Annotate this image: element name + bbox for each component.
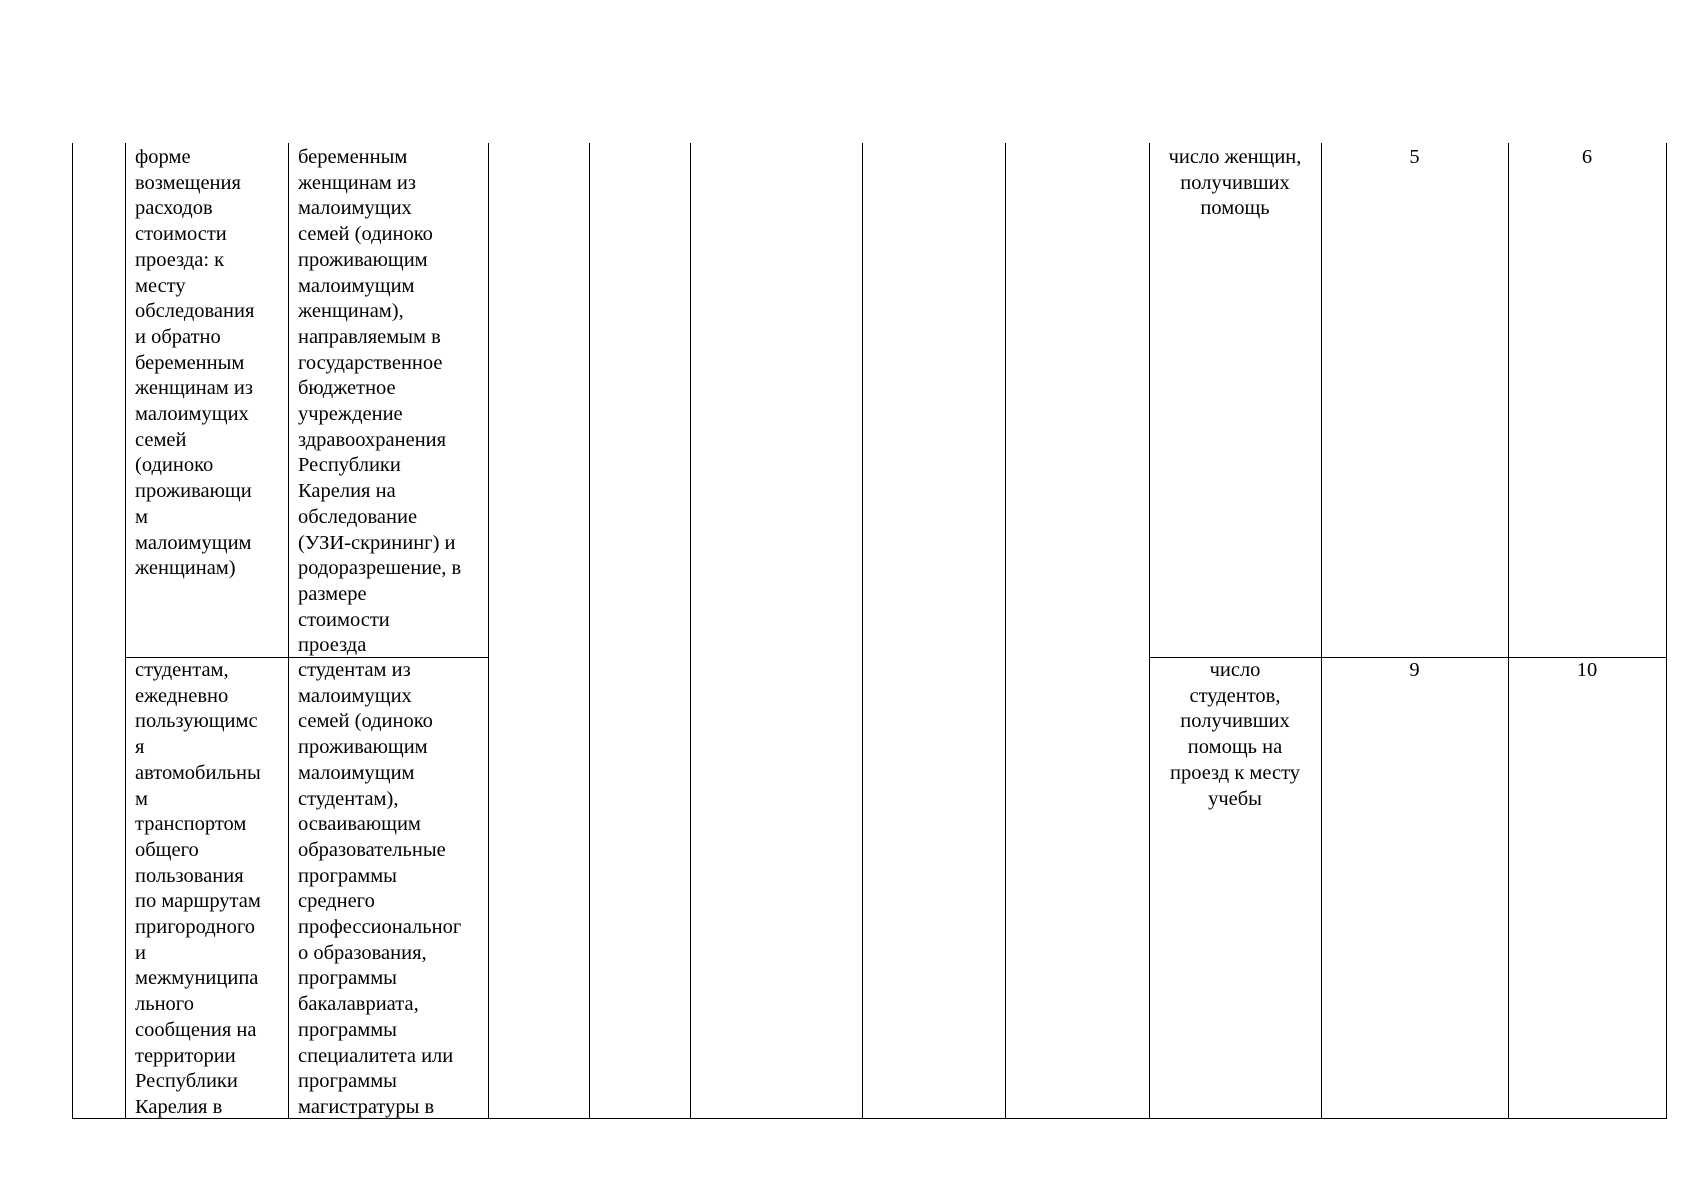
- table-column-divider: [1508, 143, 1509, 1119]
- table-cell-value: 9: [1409, 659, 1420, 681]
- table-cell-indicator: число женщин, получивших помощь: [1168, 146, 1302, 220]
- table-column-divider: [1005, 143, 1006, 1119]
- table-border-right: [1666, 143, 1667, 1119]
- table-cell-recipient-category: студентам из малоимущих семей (одиноко проживающим малоимущим студентам), осваивающим образовательные программы среднего профессиональног о образования, программы бакалавриата, программы специалитета или программы магистратуры в: [298, 659, 462, 1118]
- table-column-divider: [1321, 143, 1322, 1119]
- table-column-divider: [1149, 143, 1150, 1119]
- table-cell-value: 6: [1581, 146, 1593, 168]
- table-cell-value: 5: [1409, 146, 1420, 168]
- table-cell-indicator: число студентов, получивших помощь на проезд к месту учебы: [1169, 659, 1301, 810]
- table-column-divider: [690, 143, 691, 1119]
- table-column-divider: [488, 143, 489, 1119]
- table-column-divider: [862, 143, 863, 1119]
- table-column-divider: [288, 143, 289, 1119]
- table-border-left: [72, 143, 73, 1119]
- table-column-divider: [589, 143, 590, 1119]
- table-cell-recipient-description: студентам, ежедневно пользующимс я автомобильны м транспортом общего пользования по маршрутам пригородного и межмуниципа льного сообщения на территории Республики Карелия в: [135, 659, 261, 1118]
- table-cell-value: 10: [1576, 659, 1598, 681]
- table-cell-recipient-description: форме возмещения расходов стоимости проезда: к месту обследования и обратно беременным женщинам из малоимущих семей (одиноко проживающи м малоимущим женщинам): [135, 146, 255, 580]
- table-cell-recipient-category: беременным женщинам из малоимущих семей (одиноко проживающим малоимущим женщинам), направляемым в государственное бюджетное учреждение здравоохранения Республики Карелия на обследование (УЗИ-скрининг) и родоразрешение, в размере стоимости проезда: [298, 146, 462, 657]
- table-column-divider: [125, 143, 126, 1119]
